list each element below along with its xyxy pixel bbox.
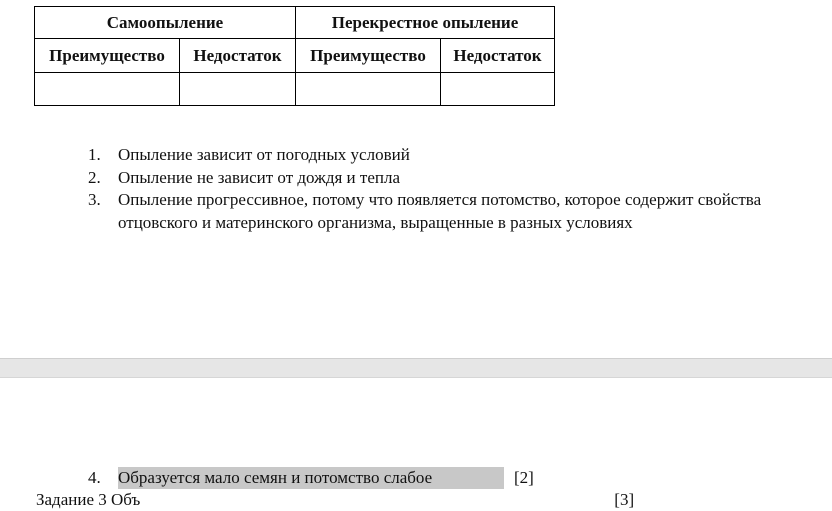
pollination-table — [34, 6, 555, 106]
header-self-advantage[interactable]: Преимущество — [35, 39, 180, 73]
cell-self-advantage[interactable] — [35, 73, 180, 106]
list-item-text: Опыление зависит от погодных условий — [118, 145, 410, 164]
header-cross-pollination[interactable]: Перекрестное опыление — [296, 7, 555, 39]
cutoff-task-text: Задание 3 Объ — [36, 490, 141, 509]
table-header-row-columns — [35, 39, 555, 73]
table-row — [35, 73, 555, 106]
list-item[interactable] — [88, 467, 534, 489]
page-break-edge — [0, 358, 832, 359]
list-item-number: 2. — [88, 167, 101, 187]
score-marker: [2] — [514, 468, 534, 487]
list-item[interactable] — [84, 144, 774, 167]
header-self-pollination[interactable]: Самоопыление — [35, 7, 296, 39]
header-cross-advantage[interactable]: Преимущество — [296, 39, 441, 73]
answer-list — [84, 144, 774, 234]
list-item[interactable] — [84, 167, 774, 190]
document-page-2 — [0, 378, 832, 509]
list-item[interactable] — [84, 189, 774, 234]
page-break-gap — [0, 358, 832, 378]
list-item-number: 4. — [88, 468, 101, 487]
list-item-number: 1. — [88, 145, 101, 164]
highlighted-answer-text[interactable]: Образуется мало семян и потомство слабое — [118, 467, 504, 489]
header-cross-disadvantage[interactable]: Недостаток — [441, 39, 555, 73]
cutoff-line — [36, 489, 635, 509]
cell-cross-disadvantage[interactable] — [441, 73, 555, 106]
list-item-number: 3. — [88, 190, 101, 209]
cell-self-disadvantage[interactable] — [180, 73, 296, 106]
header-self-disadvantage[interactable]: Недостаток — [180, 39, 296, 73]
list-item-text: Опыление не зависит от дождя и тепла — [118, 167, 401, 187]
list-item-text: Опыление прогрессивное, потому что появляется потомство, которое содержит свойства отцовского и материнского организма, выращенные в разных условиях — [118, 190, 762, 232]
cutoff-score-marker: [3] — [614, 490, 635, 509]
table-header-row-groups — [35, 7, 555, 39]
cell-cross-advantage[interactable] — [296, 73, 441, 106]
